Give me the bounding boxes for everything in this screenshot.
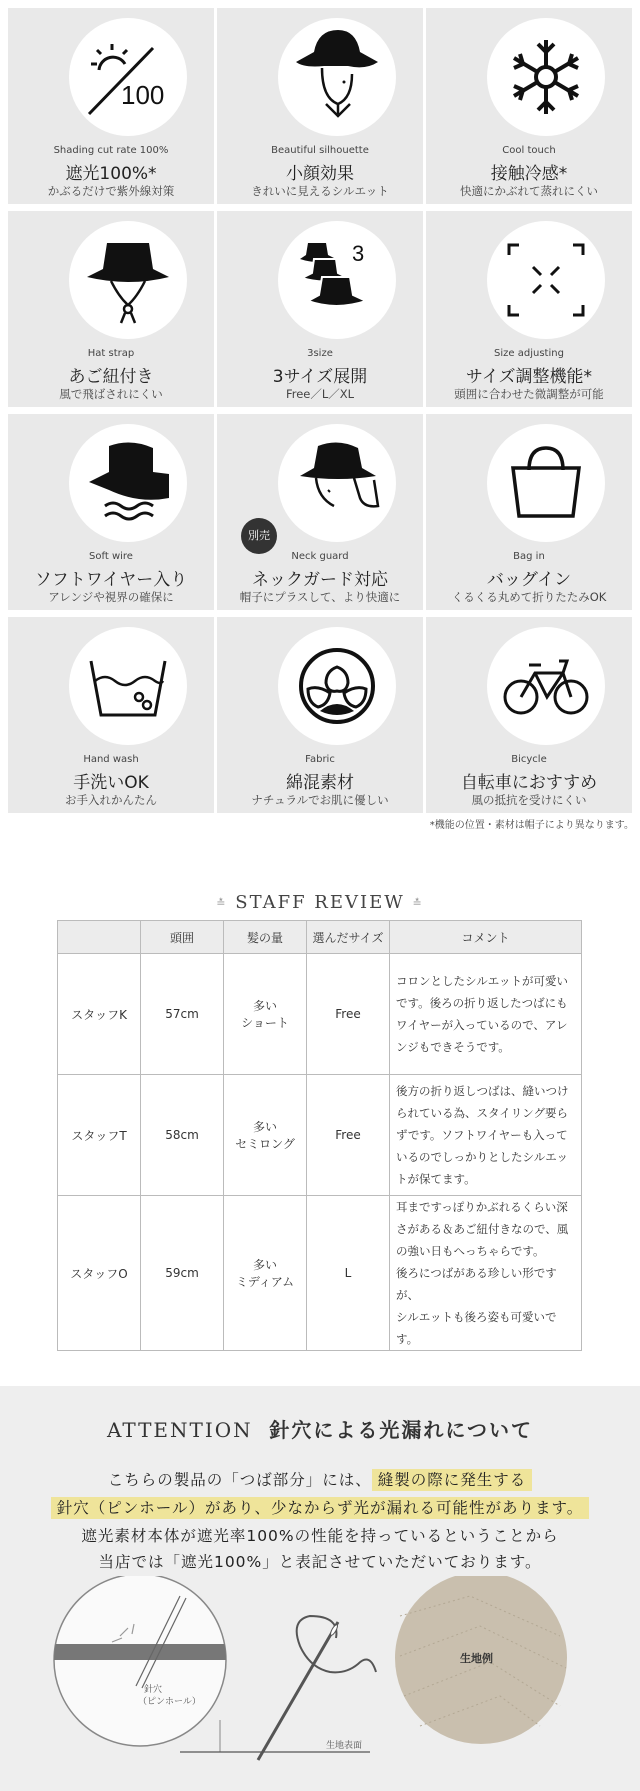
feature-en-label: Soft wire <box>89 551 133 562</box>
feature-sub-label: 快適にかぶれて蒸れにくい <box>460 184 598 198</box>
comment-line: ワイヤーが入っているので、アレ <box>396 1018 568 1032</box>
feature-cell-size-adjust <box>426 211 632 407</box>
feature-cell-3size <box>217 211 423 407</box>
feature-icon-circle <box>69 424 187 542</box>
table-header-cell: 頭囲 <box>141 921 224 954</box>
hair-length: ショート <box>241 1016 289 1030</box>
table-header-cell: 選んだサイズ <box>307 921 390 954</box>
table-row <box>58 1196 582 1351</box>
comment <box>390 1075 582 1196</box>
attention-line-2 <box>0 1496 640 1518</box>
feature-jp-label: 小顔効果 <box>286 164 354 184</box>
feature-icon-circle <box>278 424 396 542</box>
sold-separately-badge: 別売 <box>241 518 277 554</box>
hair-length: セミロング <box>235 1137 295 1151</box>
pinhole-illustration <box>0 1576 640 1791</box>
feature-cell-neck-guard <box>217 414 423 610</box>
table-header-cell: コメント <box>390 921 582 954</box>
hair-volume: 多い <box>252 1120 277 1134</box>
feature-icon-circle <box>69 18 187 136</box>
feature-en-label: Hand wash <box>83 754 139 765</box>
hair-amount <box>224 1196 307 1351</box>
staff-review-title-text: STAFF REVIEW <box>235 892 405 913</box>
chosen-size: Free <box>307 1075 390 1196</box>
face-hat-icon <box>278 18 396 136</box>
feature-sub-label: アレンジや視界の確保に <box>48 590 174 604</box>
attention-highlight: 針穴（ピンホール）があり、少なからず光が漏れる可能性があります。 <box>51 1497 589 1519</box>
feature-jp-label: 遮光100%* <box>65 164 157 184</box>
hair-volume: 多い <box>252 1258 277 1272</box>
feature-jp-label: 綿混素材 <box>286 773 354 793</box>
attention-section <box>0 1386 640 1791</box>
feature-icon-circle <box>69 221 187 339</box>
attention-title-jp: 針穴による光漏れについて <box>269 1418 533 1442</box>
feature-en-label: Cool touch <box>502 145 556 156</box>
feature-sub-label: 頭囲に合わせた微調整が可能 <box>454 387 604 401</box>
feature-en-label: Bag in <box>513 551 545 562</box>
feature-en-label: Hat strap <box>87 348 135 359</box>
feature-sub-label: きれいに見えるシルエット <box>251 184 389 198</box>
label-surface: 生地表面 <box>326 1741 363 1751</box>
comment-line: ずです。ソフトワイヤーも入って <box>396 1128 568 1142</box>
chosen-size: Free <box>307 954 390 1075</box>
table-row <box>58 1075 582 1196</box>
svg-text:3: 3 <box>352 241 365 266</box>
hat-strap-icon <box>69 221 187 339</box>
feature-sub-label: お手入れかんたん <box>65 793 157 807</box>
hair-length: ミディアム <box>235 1275 295 1289</box>
feature-en-label: Fabric <box>305 754 335 765</box>
neck-guard-icon <box>278 424 396 542</box>
head-size: 58cm <box>141 1075 224 1196</box>
table-header-cell <box>58 921 141 954</box>
table-row <box>58 954 582 1075</box>
feature-jp-label: バッグイン <box>486 570 572 590</box>
comment-line: シルエットも後ろ姿も可愛いです。 <box>396 1310 557 1346</box>
feature-jp-label: あご紐付き <box>68 367 154 387</box>
comment-line: 後ろにつばがある珍しい形ですが、 <box>396 1266 557 1302</box>
comment-line: 後方の折り返しつばは、縫いつけ <box>396 1084 569 1098</box>
feature-icon-circle <box>278 221 396 339</box>
feature-sub-label: 帽子にプラスして、より快適に <box>239 590 401 604</box>
head-size: 57cm <box>141 954 224 1075</box>
feature-en-label: Neck guard <box>291 551 349 562</box>
feature-icon-circle <box>278 627 396 745</box>
attention-line-1 <box>0 1468 640 1490</box>
attention-line-3: 遮光素材本体が遮光率100%の性能を持っているということから <box>81 1527 559 1545</box>
feature-cell-shading <box>8 8 214 204</box>
attention-title-en: ATTENTION <box>107 1418 253 1442</box>
attention-line-1-text: こちらの製品の「つば部分」には、 <box>107 1471 372 1489</box>
soft-wire-icon <box>69 424 187 542</box>
feature-jp-label: 3サイズ展開 <box>272 367 368 387</box>
head-size: 59cm <box>141 1196 224 1351</box>
staff-review-title <box>0 892 640 913</box>
bag-icon <box>487 424 605 542</box>
comment-line: 耳まですっぽりかぶれるくらい深 <box>396 1200 568 1214</box>
feature-cell-hand-wash <box>8 617 214 813</box>
label-pinhole: 針穴 <box>144 1685 163 1695</box>
feature-jp-label: ネックガード対応 <box>252 570 388 590</box>
magnifier-circle <box>54 1576 226 1746</box>
staff-name: スタッフO <box>58 1196 141 1351</box>
comment-line: です。後ろの折り返したつばにも <box>396 996 568 1010</box>
staff-name: スタッフT <box>58 1075 141 1196</box>
comment-line: られている為、スタイリング要ら <box>396 1106 569 1120</box>
feature-sub-label: ナチュラルでお肌に優しい <box>251 793 389 807</box>
feature-sub-label: 風で飛ばされにくい <box>59 387 163 401</box>
staff-review-table <box>57 920 582 1351</box>
chevron-down-icon: ≛ <box>216 896 228 910</box>
comment-line: さがある＆あご紐付きなので、風 <box>396 1222 569 1236</box>
table-header-row <box>58 921 582 954</box>
feature-jp-label: 接触冷感* <box>490 164 568 184</box>
hand-wash-icon <box>69 627 187 745</box>
feature-sub-label: かぶるだけで紫外線対策 <box>47 184 175 198</box>
feature-sub-label: 風の抵抗を受けにくい <box>471 793 587 807</box>
hair-volume: 多い <box>252 999 277 1013</box>
feature-cell-silhouette <box>217 8 423 204</box>
three-hats-icon <box>278 221 396 339</box>
feature-cell-soft-wire <box>8 414 214 610</box>
hair-amount <box>224 1075 307 1196</box>
feature-cell-fabric <box>217 617 423 813</box>
comment-line: トが保てます。 <box>396 1172 476 1186</box>
comment-line: いるのでしっかりとしたシルエッ <box>396 1150 568 1164</box>
feature-cell-bag <box>426 414 632 610</box>
feature-jp-label: ソフトワイヤー入り <box>34 570 188 590</box>
label-sample: 生地例 <box>460 1652 493 1665</box>
feature-en-label: Size adjusting <box>494 348 564 359</box>
label-pinhole-sub: （ピンホール） <box>138 1697 201 1707</box>
comment <box>390 1196 582 1351</box>
comment <box>390 954 582 1075</box>
feature-cell-bicycle <box>426 617 632 813</box>
comment-line: コロンとしたシルエットが可愛い <box>396 974 568 988</box>
feature-icon-circle <box>278 18 396 136</box>
feature-cell-cool <box>426 8 632 204</box>
feature-jp-label: サイズ調整機能* <box>465 367 593 387</box>
feature-footnote: *機能の位置・素材は帽子により異なります。 <box>429 820 634 831</box>
feature-icon-circle <box>487 221 605 339</box>
bicycle-icon <box>487 627 605 745</box>
feature-sub-label: Free／L／XL <box>285 387 355 401</box>
feature-icon-circle <box>487 424 605 542</box>
comment-line: の強い日もへっちゃらです。 <box>396 1244 545 1258</box>
feature-sub-label: くるくる丸めて折りたたみOK <box>451 590 607 604</box>
attention-line-4: 当店では「遮光100%」と表記させていただいております。 <box>98 1553 542 1571</box>
feature-en-label: Bicycle <box>511 754 547 765</box>
cotton-icon <box>278 627 396 745</box>
chosen-size: L <box>307 1196 390 1351</box>
feature-cell-strap <box>8 211 214 407</box>
sun-100-icon <box>69 18 187 136</box>
snowflake-icon <box>487 18 605 136</box>
size-adjust-icon <box>487 221 605 339</box>
chevron-down-icon: ≛ <box>412 896 424 910</box>
feature-en-label: Beautiful silhouette <box>271 145 369 156</box>
feature-en-label: 3size <box>307 348 333 359</box>
hair-amount <box>224 954 307 1075</box>
feature-icon-circle <box>69 627 187 745</box>
table-header-cell: 髪の量 <box>224 921 307 954</box>
staff-name: スタッフK <box>58 954 141 1075</box>
comment-line: ンジもできそうです。 <box>396 1040 510 1054</box>
feature-icon-circle <box>487 18 605 136</box>
feature-icon-circle <box>487 627 605 745</box>
attention-highlight: 縫製の際に発生する <box>372 1469 533 1491</box>
svg-text:100: 100 <box>121 80 165 110</box>
feature-jp-label: 手洗いOK <box>73 773 149 793</box>
attention-title <box>0 1414 640 1443</box>
feature-en-label: Shading cut rate 100% <box>53 145 169 156</box>
feature-jp-label: 自転車におすすめ <box>460 773 598 793</box>
